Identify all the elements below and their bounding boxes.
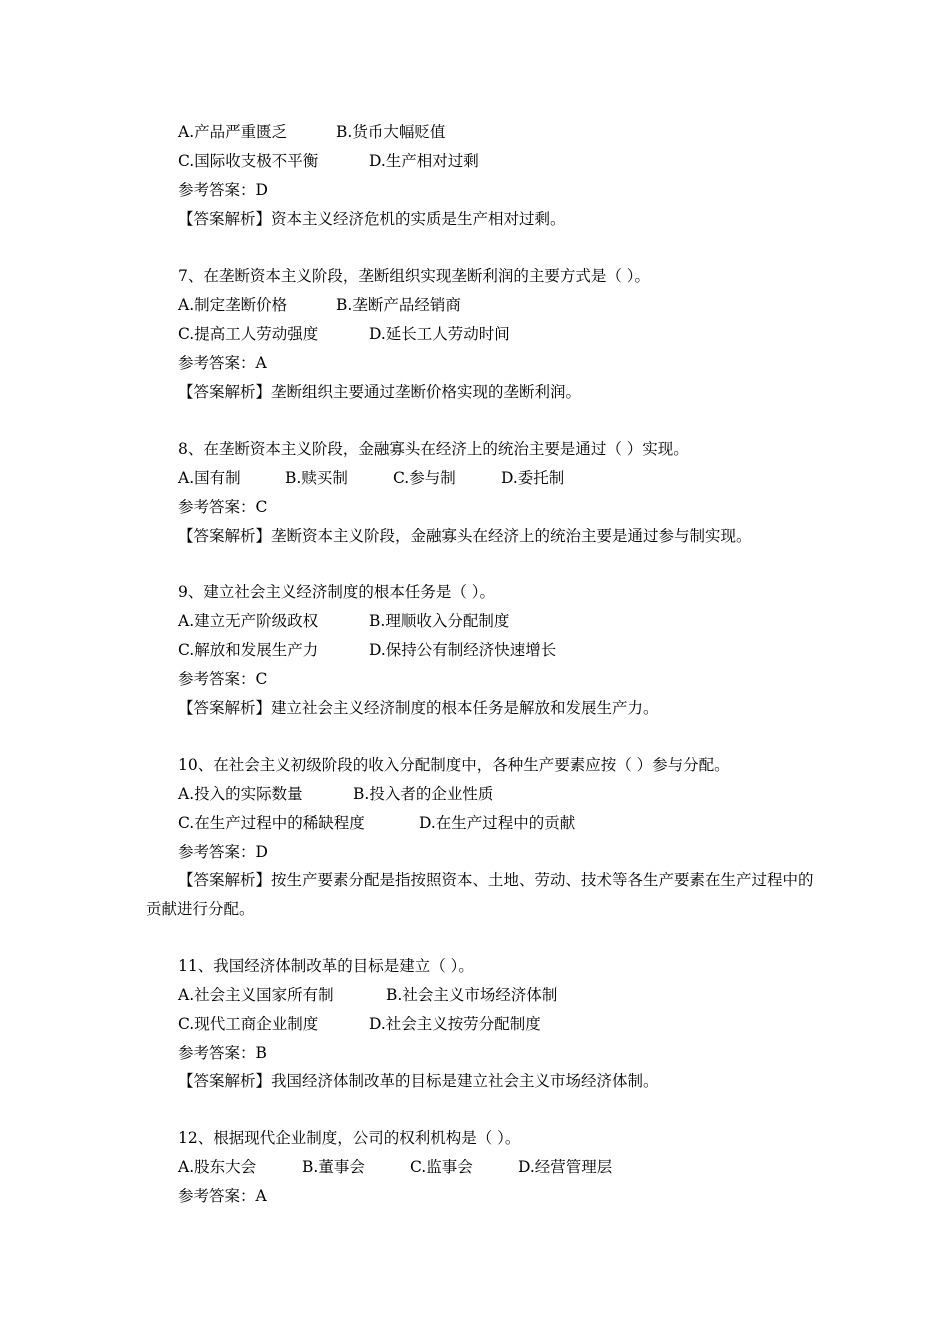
q11-explanation: 【答案解析】我国经济体制改革的目标是建立社会主义市场经济体制。 (178, 1072, 659, 1090)
q8-option-a: A.国有制 (178, 469, 241, 487)
q8-options-row-1 (178, 468, 564, 488)
q6-options-row-2 (178, 151, 479, 171)
q10-options-row-2 (178, 813, 575, 833)
q8-option-d: D.委托制 (501, 469, 565, 487)
q6-explanation: 【答案解析】资本主义经济危机的实质是生产相对过剩。 (178, 210, 566, 228)
q11-option-c: C.现代工商企业制度 (178, 1015, 319, 1033)
q12-options-row-1 (178, 1157, 612, 1177)
q12-option-a: A.股东大会 (178, 1158, 257, 1176)
q9-option-d: D.保持公有制经济快速增长 (369, 641, 557, 659)
q7-option-c: C.提高工人劳动强度 (178, 325, 319, 343)
q10-answer: 参考答案：D (178, 843, 268, 861)
q10-option-a: A.投入的实际数量 (178, 785, 303, 803)
q7-option-b: B.垄断产品经销商 (336, 296, 461, 314)
q7-options-row-2 (178, 324, 510, 344)
q11-options-row-1 (178, 985, 557, 1005)
q9-answer: 参考答案：C (178, 670, 268, 688)
q9-question: 9、建立社会主义经济制度的根本任务是（ ）。 (178, 583, 496, 601)
q12-option-b: B.董事会 (302, 1158, 365, 1176)
q12-option-d: D.经营管理层 (518, 1158, 613, 1176)
q9-options-row-1 (178, 611, 509, 631)
q6-option-c: C.国际收支极不平衡 (178, 152, 319, 170)
q10-question: 10、在社会主义初级阶段的收入分配制度中，各种生产要素应按（ ）参与分配。 (178, 756, 730, 774)
q6-options-row-1 (178, 122, 445, 142)
q9-options-row-2 (178, 640, 556, 660)
q8-question: 8、在垄断资本主义阶段，金融寡头在经济上的统治主要是通过（ ）实现。 (178, 440, 689, 458)
q6-answer: 参考答案：D (178, 181, 268, 199)
q7-question: 7、在垄断资本主义阶段，垄断组织实现垄断利润的主要方式是（ ）。 (178, 267, 651, 285)
q11-option-a: A.社会主义国家所有制 (178, 986, 334, 1004)
q9-option-c: C.解放和发展生产力 (178, 641, 319, 659)
q12-option-c: C.监事会 (410, 1158, 473, 1176)
q11-options-row-2 (178, 1014, 541, 1034)
q8-explanation: 【答案解析】垄断资本主义阶段，金融寡头在经济上的统治主要是通过参与制实现。 (178, 527, 752, 545)
q7-explanation: 【答案解析】垄断组织主要通过垄断价格实现的垄断利润。 (178, 383, 582, 401)
q6-option-d: D.生产相对过剩 (369, 152, 479, 170)
q11-option-b: B.社会主义市场经济体制 (386, 986, 558, 1004)
q11-question: 11、我国经济体制改革的目标是建立（ ）。 (178, 957, 474, 975)
q7-options-row-1 (178, 295, 461, 315)
q10-option-d: D.在生产过程中的贡献 (419, 814, 576, 832)
q10-option-c: C.在生产过程中的稀缺程度 (178, 814, 365, 832)
q7-option-a: A.制定垄断价格 (178, 296, 288, 314)
q8-answer: 参考答案：C (178, 498, 268, 516)
q6-option-a: A.产品严重匮乏 (178, 123, 288, 141)
q10-option-b: B.投入者的企业性质 (353, 785, 494, 803)
q8-option-c: C.参与制 (393, 469, 456, 487)
q11-option-d: D.社会主义按劳分配制度 (369, 1015, 541, 1033)
q7-option-d: D.延长工人劳动时间 (369, 325, 510, 343)
q9-option-b: B.理顺收入分配制度 (369, 612, 510, 630)
q9-option-a: A.建立无产阶级政权 (178, 612, 319, 630)
q8-option-b: B.赎买制 (285, 469, 348, 487)
q10-explanation: 【答案解析】按生产要素分配是指按照资本、土地、劳动、技术等各生产要素在生产过程中的贡献进行分配。 (146, 871, 814, 918)
q7-answer: 参考答案：A (178, 354, 267, 372)
q11-answer: 参考答案：B (178, 1044, 267, 1062)
q10-options-row-1 (178, 784, 493, 804)
q12-question: 12、根据现代企业制度，公司的权利机构是（ ）。 (178, 1129, 521, 1147)
q12-answer: 参考答案：A (178, 1187, 267, 1205)
q6-option-b: B.货币大幅贬值 (336, 123, 446, 141)
q9-explanation: 【答案解析】建立社会主义经济制度的根本任务是解放和发展生产力。 (178, 699, 659, 717)
